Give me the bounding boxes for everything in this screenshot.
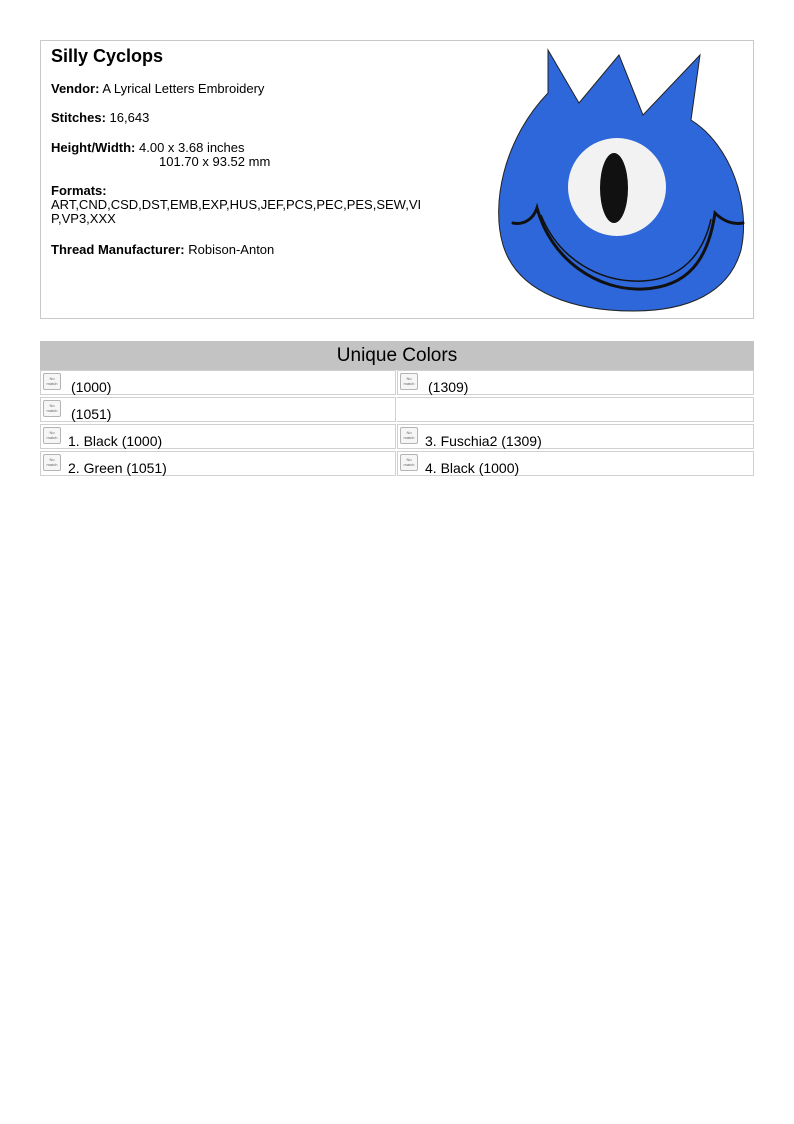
height-width-row — [51, 141, 351, 171]
no-match-swatch-icon: No match — [400, 373, 418, 390]
formats-row — [51, 184, 421, 226]
formats-line-2: P,VP3,XXX — [51, 211, 116, 226]
unique-colors-header: Unique Colors — [40, 341, 754, 370]
color-cell-label: 1. Black (1000) — [68, 433, 163, 449]
no-match-swatch-icon: No match — [400, 427, 418, 444]
color-cell — [397, 424, 754, 449]
height-width-inches: 4.00 x 3.68 inches — [139, 140, 245, 155]
no-match-swatch-icon: No match — [43, 427, 61, 444]
color-cell — [40, 397, 396, 422]
color-cell-label: (1000) — [71, 379, 112, 395]
height-width-mm: 101.70 x 93.52 mm — [159, 154, 271, 169]
color-cell — [397, 370, 754, 395]
cyclops-pupil — [600, 153, 628, 223]
stitches-label: Stitches: — [51, 110, 106, 125]
vendor-value: A Lyrical Letters Embroidery — [102, 81, 265, 96]
color-cell-label: 4. Black (1000) — [425, 460, 520, 476]
color-cell — [40, 451, 396, 476]
color-cell-label: 3. Fuschia2 (1309) — [425, 433, 542, 449]
no-match-swatch-icon: No match — [43, 454, 61, 471]
thread-row — [51, 243, 274, 257]
stitches-row — [51, 111, 149, 125]
formats-label: Formats: — [51, 183, 107, 198]
color-cell — [40, 370, 396, 395]
empty-color-cell — [397, 397, 754, 422]
no-match-swatch-icon: No match — [43, 373, 61, 390]
thread-value: Robison-Anton — [188, 242, 275, 257]
color-cell — [397, 451, 754, 476]
vendor-row — [51, 82, 264, 96]
design-title: Silly Cyclops — [51, 46, 164, 66]
stitches-value: 16,643 — [109, 110, 150, 125]
color-cell-label: (1051) — [71, 406, 112, 422]
color-cell — [40, 424, 396, 449]
height-width-label: Height/Width: — [51, 140, 136, 155]
vendor-label: Vendor: — [51, 81, 100, 96]
design-info-box — [40, 40, 754, 319]
color-cell-label: (1309) — [428, 379, 469, 395]
thread-label: Thread Manufacturer: — [51, 242, 185, 257]
no-match-swatch-icon: No match — [400, 454, 418, 471]
color-cell-label: 2. Green (1051) — [68, 460, 167, 476]
cyclops-design-image — [493, 45, 751, 315]
formats-line-1: ART,CND,CSD,DST,EMB,EXP,HUS,JEF,PCS,PEC,PES,SEW,VI — [51, 197, 422, 212]
no-match-swatch-icon: No match — [43, 400, 61, 417]
